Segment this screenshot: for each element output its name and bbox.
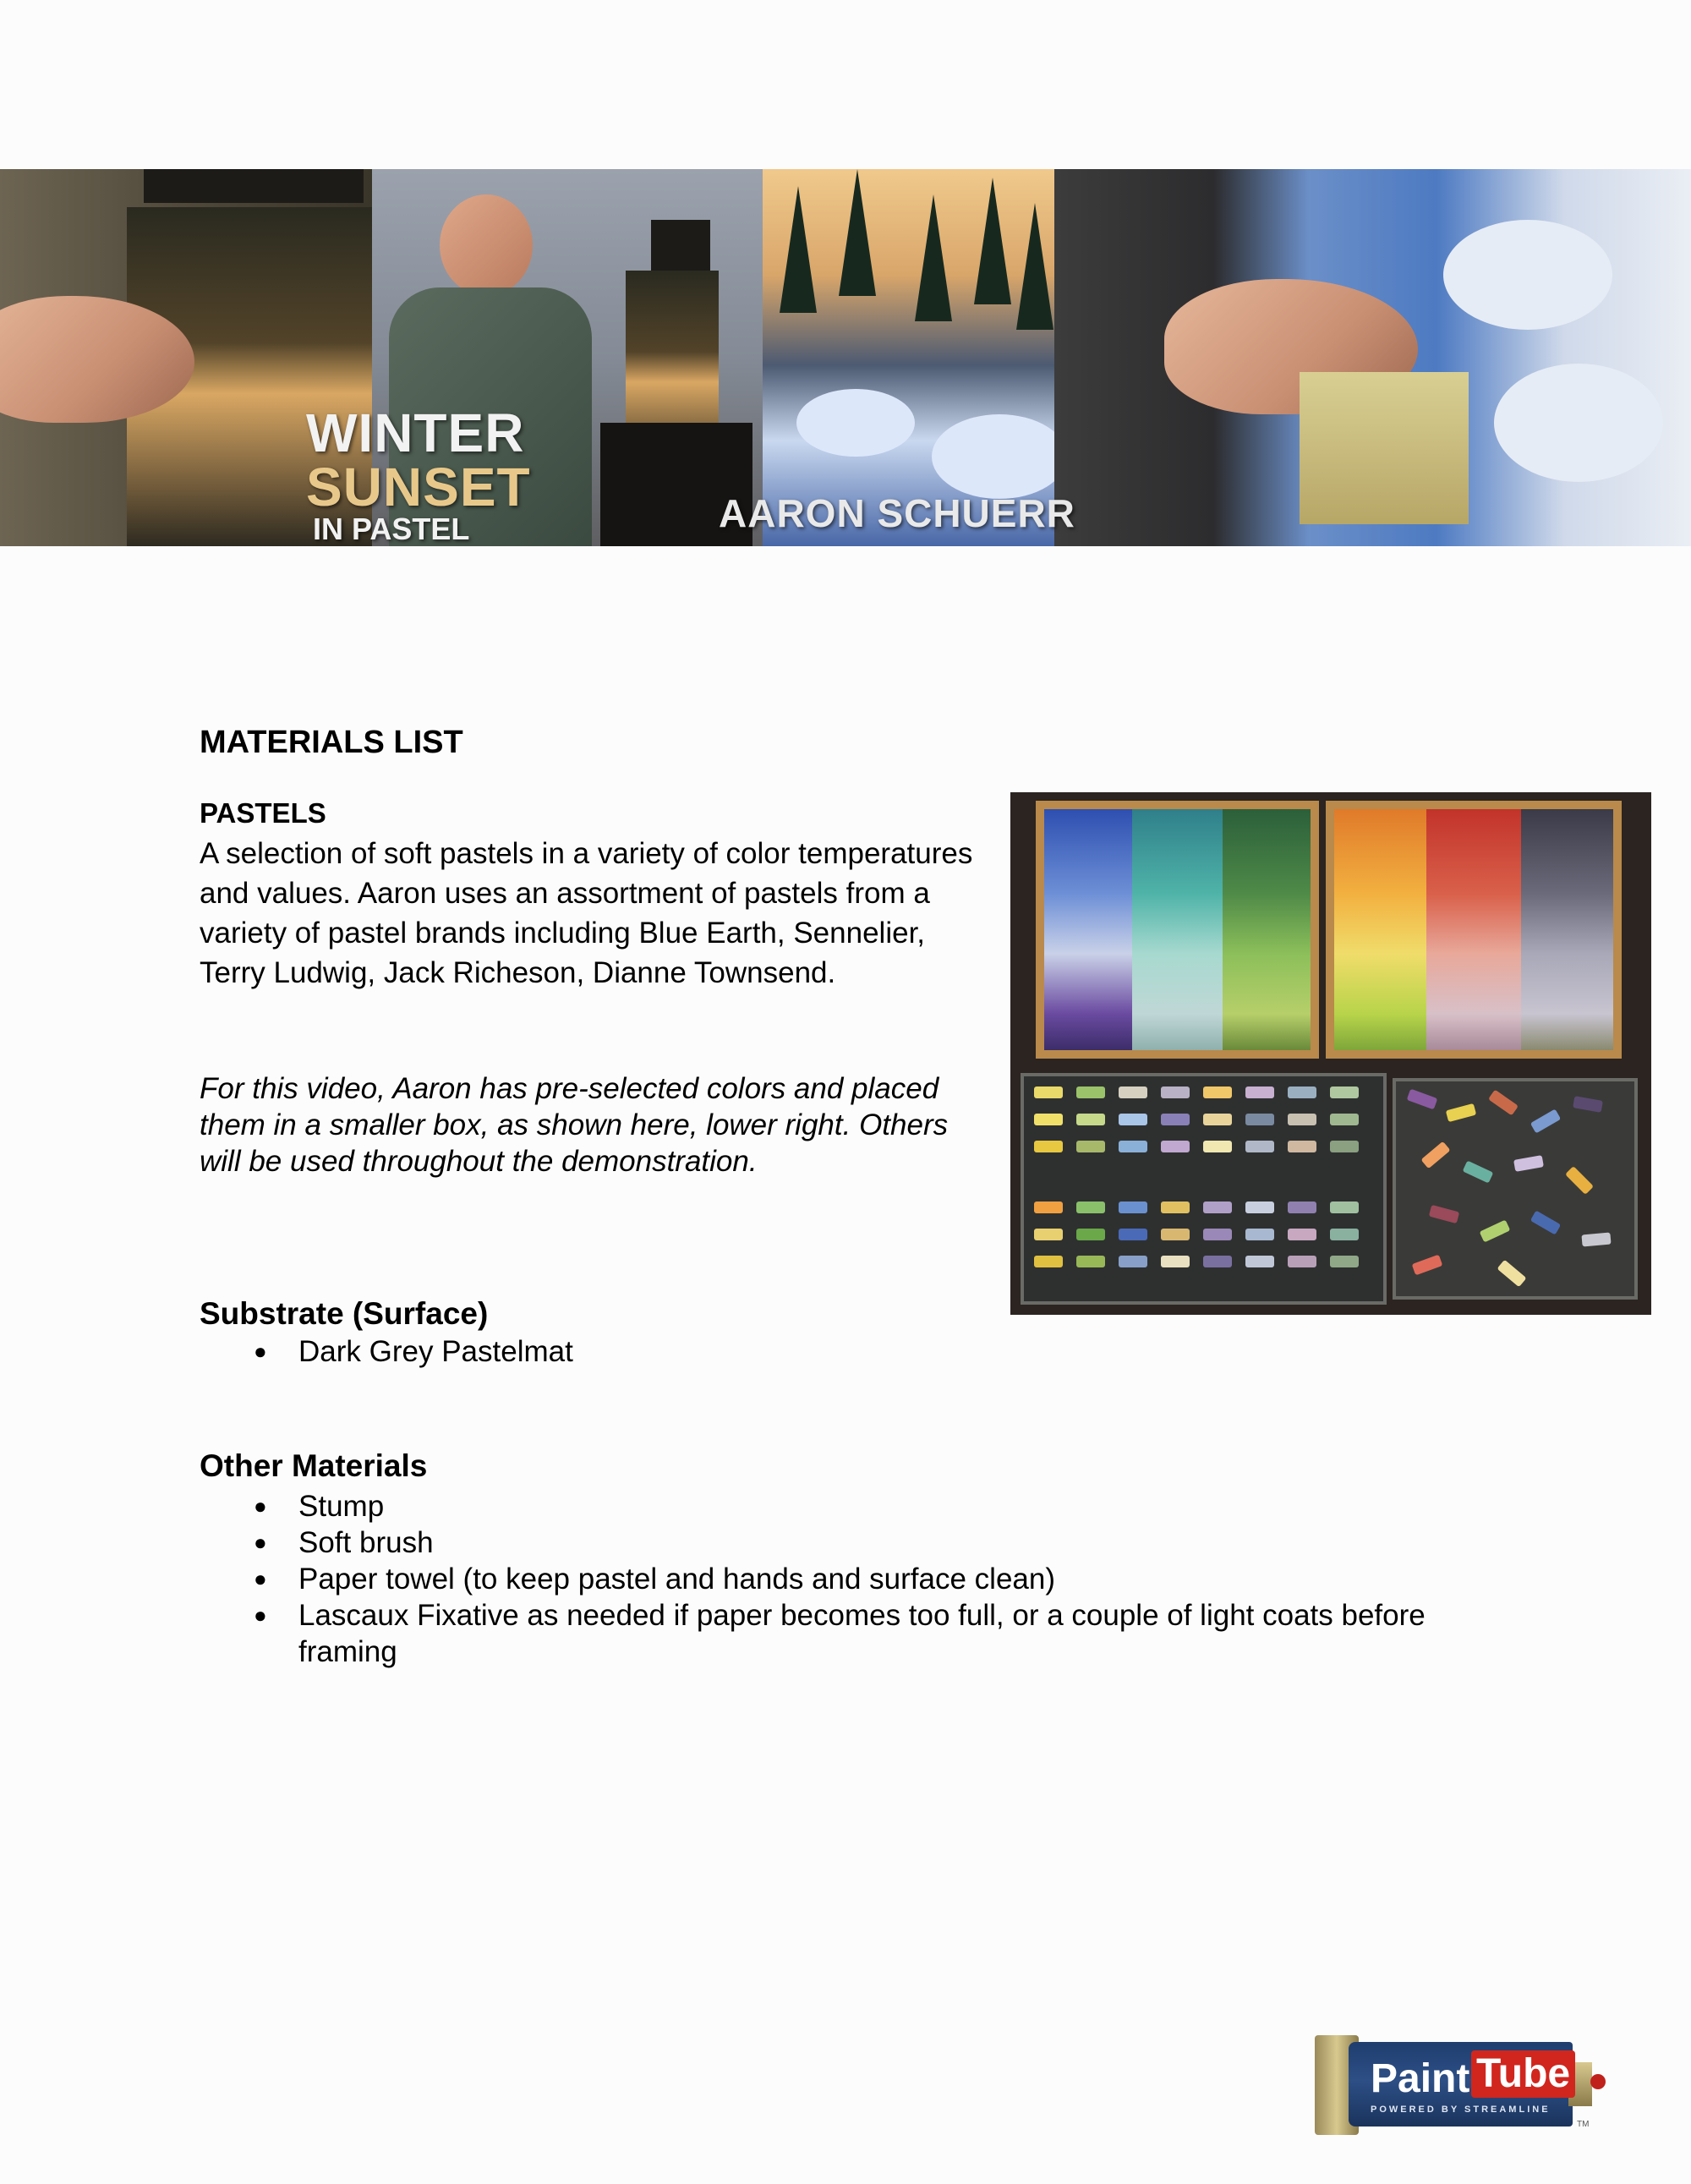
course-title xyxy=(306,402,531,546)
list-item-text: Dark Grey Pastelmat xyxy=(298,1335,573,1368)
page-title: MATERIALS LIST xyxy=(200,725,463,760)
pastel-tray-cool xyxy=(1036,801,1319,1059)
list-item-text: Lascaux Fixative as needed if paper becomes too full, or a couple of light coats before framing xyxy=(298,1599,1426,1668)
list-item-text: Stump xyxy=(298,1490,385,1523)
bullet-icon: ● xyxy=(254,1493,267,1519)
pastel-tray-warm xyxy=(1326,801,1622,1059)
pastels-note: For this video, Aaron has pre-selected colors and placed them in a smaller box, as shown here, lower right. Others will be used throughout the demonstration. xyxy=(200,1072,949,1178)
banner-panel-closeup xyxy=(1054,169,1691,546)
title-line-3: IN PASTEL xyxy=(313,512,470,546)
title-line-2: SUNSET xyxy=(306,457,531,517)
paint-drip-icon xyxy=(1590,2074,1606,2089)
logo-tagline: POWERED BY STREAMLINE xyxy=(1371,2105,1551,2115)
list-item xyxy=(200,1333,1519,1370)
logo-word-paint: Paint xyxy=(1371,2056,1470,2101)
bullet-icon: ● xyxy=(254,1602,267,1628)
list-item xyxy=(200,1597,1519,1670)
substrate-heading: Substrate (Surface) xyxy=(200,1296,489,1331)
bullet-icon: ● xyxy=(254,1338,267,1364)
title-line-1: WINTER xyxy=(306,402,525,463)
pastel-box-photo xyxy=(1010,792,1651,1315)
pastels-heading: PASTELS xyxy=(200,797,326,829)
list-item-text: Soft brush xyxy=(298,1526,434,1559)
bullet-icon: ● xyxy=(254,1566,267,1591)
artist-name: AARON SCHUERR xyxy=(719,491,1075,535)
list-item-text: Paper towel (to keep pastel and hands and surface clean) xyxy=(298,1563,1056,1596)
preselected-pastel-box xyxy=(1021,1073,1387,1305)
trademark-mark: TM xyxy=(1577,2120,1590,2129)
painttube-logo xyxy=(1315,2035,1619,2137)
pastels-description: A selection of soft pastels in a variety of color temperatures and values. Aaron uses an assortment of pastels from a variety of pastel brands including Blue Earth, Sennelier, Terry Ludwig, Jack Richeson, Dianne Townsend. xyxy=(200,837,973,989)
logo-word-tube: Tube xyxy=(1471,2050,1575,2098)
list-item xyxy=(200,1524,1519,1561)
other-materials-list xyxy=(200,1488,1519,1670)
list-item xyxy=(200,1488,1519,1524)
substrate-list xyxy=(200,1333,1519,1370)
header-banner xyxy=(0,169,1691,546)
loose-pastels-box xyxy=(1393,1078,1638,1300)
bullet-icon: ● xyxy=(254,1530,267,1555)
list-item xyxy=(200,1561,1519,1597)
other-materials-heading: Other Materials xyxy=(200,1448,428,1483)
